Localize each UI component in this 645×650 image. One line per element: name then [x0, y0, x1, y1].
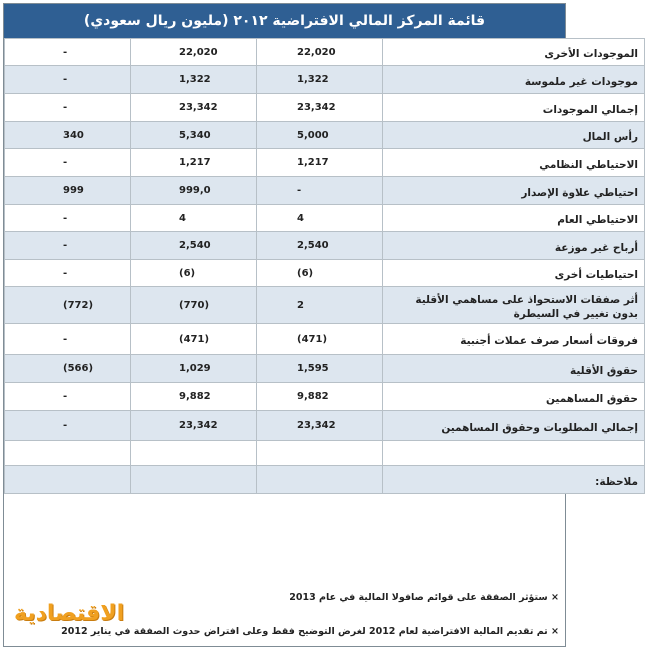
row-label: [383, 441, 645, 466]
row-label: الاحتياطي النظامي: [383, 149, 645, 177]
value-change: -: [5, 94, 131, 122]
row-label: احتياطيات أخرى: [383, 260, 645, 287]
row-label: أثر صفقات الاستحواذ على مساهمي الأقلية بدون تغيير في السيطرة: [383, 287, 645, 324]
value-2012-before: (471): [257, 324, 383, 355]
value-2012-proforma: 5,340: [131, 122, 257, 149]
value-2012-proforma: (770): [131, 287, 257, 324]
value-2012-proforma: 23,342: [131, 411, 257, 441]
value-2012-before: 4: [257, 205, 383, 232]
value-2012-before: 2,540: [257, 232, 383, 260]
value-change: -: [5, 149, 131, 177]
value-2012-before: 9,882: [257, 383, 383, 411]
table-title: قائمة المركز المالي الافتراضية ٢٠١٢ (مليون ريال سعودي): [4, 4, 565, 38]
table-row: [5, 383, 645, 411]
row-label: الاحتياطي العام: [383, 205, 645, 232]
value-change: (772): [5, 287, 131, 324]
value-2012-proforma: 999,0: [131, 177, 257, 205]
value-2012-proforma: 23,342: [131, 94, 257, 122]
table-row: [5, 66, 645, 94]
value-change: -: [5, 205, 131, 232]
value-change: (566): [5, 355, 131, 383]
value-2012-proforma: 1,029: [131, 355, 257, 383]
value-2012-before: [257, 466, 383, 494]
table-row: [5, 355, 645, 383]
value-2012-before: 5,000: [257, 122, 383, 149]
value-change: -: [5, 411, 131, 441]
table-row: [5, 287, 645, 324]
value-2012-proforma: (471): [131, 324, 257, 355]
value-change: [5, 441, 131, 466]
value-change: -: [5, 260, 131, 287]
table-row: [5, 122, 645, 149]
row-label: رأس المال: [383, 122, 645, 149]
row-label: موجودات غير ملموسة: [383, 66, 645, 94]
note-1: × ستؤثر الصفقة على قوائم صافولا المالية في عام 2013: [289, 592, 559, 603]
row-label: حقوق الأقلية: [383, 355, 645, 383]
row-label: حقوق المساهمين: [383, 383, 645, 411]
publisher-logo: الاقتصادية: [14, 601, 125, 626]
table-row: [5, 466, 645, 494]
value-2012-before: 23,342: [257, 94, 383, 122]
value-2012-proforma: (6): [131, 260, 257, 287]
table-row: [5, 205, 645, 232]
row-label: إجمالي الموجودات: [383, 94, 645, 122]
value-2012-before: [257, 441, 383, 466]
value-change: -: [5, 39, 131, 66]
table-row: [5, 177, 645, 205]
value-change: 999: [5, 177, 131, 205]
row-label: الموجودات الأخرى: [383, 39, 645, 66]
table-row: [5, 232, 645, 260]
value-2012-before: 1,217: [257, 149, 383, 177]
table-row: [5, 324, 645, 355]
value-change: 340: [5, 122, 131, 149]
value-change: -: [5, 383, 131, 411]
value-change: -: [5, 232, 131, 260]
value-change: [5, 466, 131, 494]
table-row: [5, 149, 645, 177]
value-change: -: [5, 324, 131, 355]
value-2012-proforma: 1,322: [131, 66, 257, 94]
value-2012-before: 1,322: [257, 66, 383, 94]
table-row: [5, 260, 645, 287]
financial-table: [4, 38, 645, 494]
row-label: إجمالي المطلوبات وحقوق المساهمين: [383, 411, 645, 441]
value-2012-before: 22,020: [257, 39, 383, 66]
value-2012-before: 2: [257, 287, 383, 324]
table-row: [5, 411, 645, 441]
value-change: -: [5, 66, 131, 94]
value-2012-before: (6): [257, 260, 383, 287]
row-label: أرباح غير موزعة: [383, 232, 645, 260]
note-2: × تم تقديم المالية الافتراضية لعام 2012 لغرض التوضيح فقط وعلى افتراض حدوث الصفقة في يناير 2012: [61, 626, 559, 637]
row-label: ملاحظة:: [383, 466, 645, 494]
value-2012-proforma: [131, 466, 257, 494]
value-2012-proforma: 22,020: [131, 39, 257, 66]
value-2012-proforma: 2,540: [131, 232, 257, 260]
table-row: [5, 94, 645, 122]
row-label: فروقات أسعار صرف عملات أجنبية: [383, 324, 645, 355]
value-2012-before: -: [257, 177, 383, 205]
table-row: [5, 39, 645, 66]
value-2012-proforma: [131, 441, 257, 466]
value-2012-proforma: 1,217: [131, 149, 257, 177]
table-row: [5, 441, 645, 466]
value-2012-before: 23,342: [257, 411, 383, 441]
value-2012-proforma: 4: [131, 205, 257, 232]
value-2012-proforma: 9,882: [131, 383, 257, 411]
row-label: احتياطي علاوة الإصدار: [383, 177, 645, 205]
value-2012-before: 1,595: [257, 355, 383, 383]
